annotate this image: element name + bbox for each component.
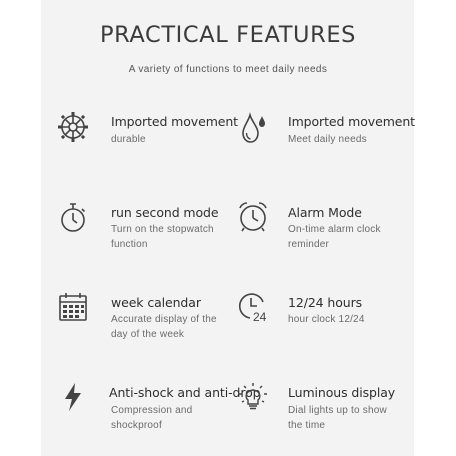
feature-description: Compression and shockproof (111, 405, 193, 431)
feature-description: Meet daily needs (288, 134, 367, 145)
feature-title: week calendar (111, 295, 201, 310)
feature-title: run second mode (111, 205, 219, 220)
lightning-icon (56, 380, 90, 414)
stopwatch-icon (56, 200, 90, 234)
feature-title: Luminous display (288, 385, 396, 400)
light-bulb-icon (236, 380, 270, 414)
alarm-clock-icon (236, 200, 270, 234)
feature-title: Imported movement (111, 114, 238, 129)
feature-title: Alarm Mode (288, 205, 362, 220)
feature-description: hour clock 12/24 (288, 314, 365, 325)
feature-title: 12/24 hours (288, 295, 363, 310)
page-title: PRACTICAL FEATURES (99, 22, 357, 48)
calendar-icon (56, 290, 90, 324)
gear-icon (56, 110, 90, 144)
page-subtitle: A variety of functions to meet daily needs (128, 64, 328, 75)
feature-description: Turn on the stopwatch function (111, 224, 214, 250)
feature-title: Anti-shock and anti-drop (109, 385, 261, 400)
feature-description: Accurate display of the day of the week (111, 314, 217, 340)
feature-title: Imported movement (288, 114, 415, 129)
clock-24-label: 24 (253, 310, 267, 324)
feature-description: Dial lights up to show the time (288, 405, 387, 431)
clock-24-icon (236, 290, 270, 324)
water-drop-icon (236, 110, 270, 144)
feature-description: durable (111, 134, 146, 145)
feature-description: On-time alarm clock reminder (288, 224, 381, 250)
